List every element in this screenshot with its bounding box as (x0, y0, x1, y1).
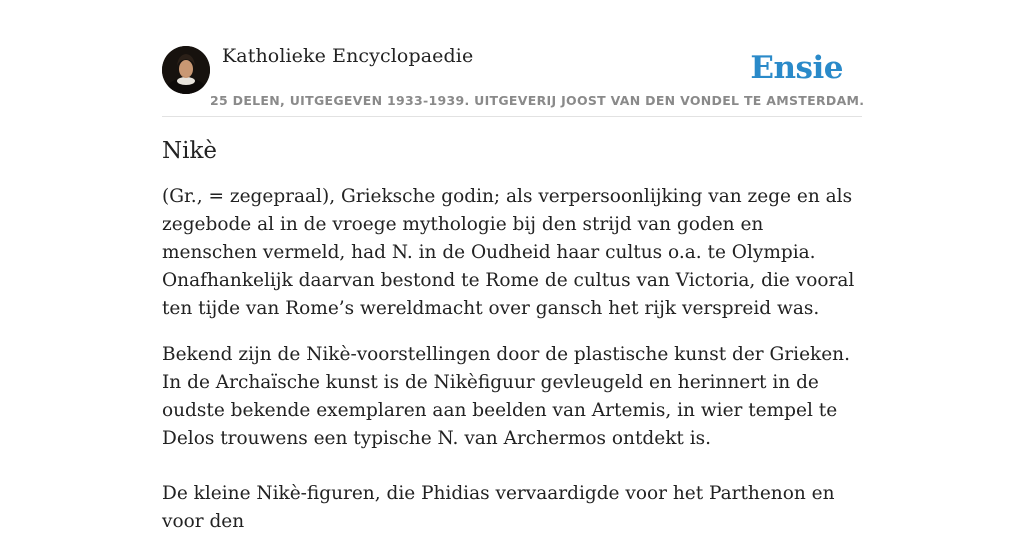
ensie-logo[interactable]: Ensie (750, 50, 843, 86)
article (162, 138, 862, 554)
article-paragraph: (Gr., = zegepraal), Grieksche godin; als verpersoonlijking van zege en als zegebode al in de vroege mythologie bij den strijd van goden en menschen vermeld, had N. in de Oudheid haar cultus o.a. te Olympia. Onafhankelijk daarvan bestond te Rome de cultus van Victoria, die vooral ten tijde van Rome’s wereldmacht over gansch het rijk verspreid was. (162, 186, 855, 319)
source-meta: 25 DELEN, UITGEGEVEN 1933-1939. UITGEVERIJ JOOST VAN DEN VONDEL TE AMSTERDAM. (210, 93, 865, 108)
source-title[interactable]: Katholieke Encyclopaedie (222, 45, 474, 67)
site-header (162, 0, 865, 117)
author-portrait-avatar[interactable] (162, 46, 210, 94)
article-title: Nikè (162, 138, 218, 164)
article-paragraph: Bekend zijn de Nikè-voorstellingen door de plastische kunst der Grieken. In de Archaïsche kunst is de Nikèfiguur gevleugeld en herinnert in de oudste bekende exemplaren aan beelden van Artemis, in wier tempel te Delos trouwens een typische N. van Archermos ontdekt is. (162, 344, 850, 449)
article-paragraph: De kleine Nikè-figuren, die Phidias vervaardigde voor het Parthenon en voor den (162, 483, 835, 532)
portrait-image (162, 46, 210, 94)
